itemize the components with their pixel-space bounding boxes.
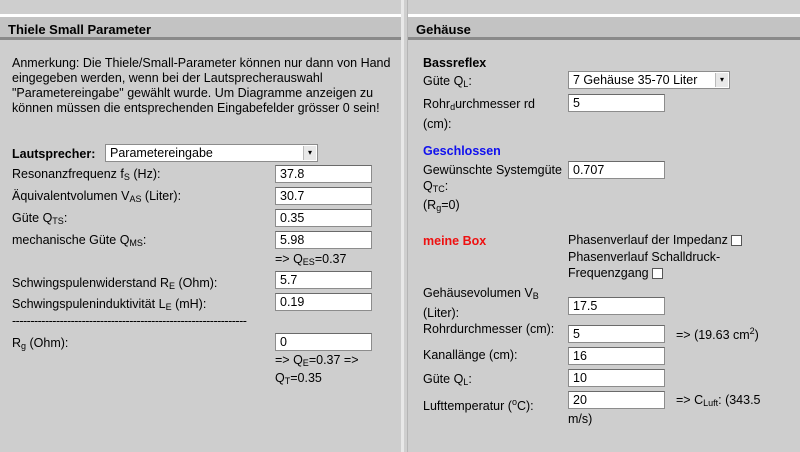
qts-label: Güte $Q_{TS}$:	[12, 211, 68, 226]
qms-label: mechanische Güte $Q_{MS}$:	[12, 233, 147, 248]
rg-input[interactable]: 0	[275, 333, 372, 351]
rd-label: Rohr$_d$urchmesser rd (cm):	[423, 97, 535, 131]
kanal-input[interactable]: 16	[568, 347, 665, 365]
temp-result-1: => $C_{Luft}$: (343.5	[676, 393, 761, 408]
ql-select[interactable]	[568, 71, 730, 89]
vb-input[interactable]: 17.5	[568, 297, 665, 315]
vas-label: Äquivalentvolumen $V_{AS}$ (Liter):	[12, 189, 182, 204]
gehaeuse-header: Gehäuse	[408, 14, 800, 40]
phase-impedance-label: Phasenverlauf der Impedanz	[568, 233, 728, 247]
bassreflex-heading: Bassreflex	[423, 56, 487, 70]
geschlossen-heading: Geschlossen	[423, 144, 501, 158]
re-label: Schwingspulenwiderstand $R_E$ (Ohm):	[12, 276, 218, 291]
temp-label: Lufttemperatur ($^o$C):	[423, 397, 534, 413]
guete-input[interactable]: 10	[568, 369, 665, 387]
divider-line: ----------------------------------------------------------------	[12, 314, 247, 328]
rohr-input[interactable]: 5	[568, 325, 665, 343]
rg-result-1: => $Q_E=0.37$ =>	[275, 353, 359, 368]
le-input[interactable]: 0.19	[275, 293, 372, 311]
ql-label: Güte $Q_L$:	[423, 74, 472, 89]
meinebox-heading: meine Box	[423, 234, 487, 248]
rohr-result: => (19.63 $cm^2$)	[676, 326, 759, 342]
speaker-select[interactable]	[105, 144, 318, 162]
temp-result-2: m/s)	[568, 412, 593, 426]
vas-input[interactable]: 30.7	[275, 187, 372, 205]
rohr-label: Rohrdurchmesser (cm):	[423, 322, 555, 336]
qtc-input[interactable]: 0.707	[568, 161, 665, 179]
thiele-small-header: Thiele Small Parameter	[0, 14, 401, 40]
qtc-label: Gewünschte Systemgüte $Q_{TC}$:	[423, 163, 562, 194]
vb-label: Gehäusevolumen $V_B$ (Liter):	[423, 286, 539, 320]
re-input[interactable]: 5.7	[275, 271, 372, 289]
gehaeuse-panel	[407, 0, 800, 452]
qms-input[interactable]: 5.98	[275, 231, 372, 249]
speaker-select-value: Parametereingabe	[110, 146, 213, 160]
qts-input[interactable]: 0.35	[275, 209, 372, 227]
rd-input[interactable]: 5	[568, 94, 665, 112]
temp-input[interactable]: 20	[568, 391, 665, 409]
phase-spl-checkbox[interactable]	[652, 268, 663, 279]
ql-select-value: 7 Gehäuse 35-70 Liter	[573, 73, 698, 87]
rg-note: $(R_g=0)$	[423, 198, 460, 213]
note-text: Anmerkung: Die Thiele/Small-Parameter können nur dann von Hand eingegeben werden, wenn bei der Lautsprecherauswahl "Parametereingabe" gewählt wurde. Um Diagramme anzeigen zu können müssen die entsprechenden Eingabefelder grösser 0 sein!	[12, 56, 391, 115]
phase-impedance-option[interactable]	[568, 233, 742, 247]
le-label: Schwingspuleninduktivität $L_E$ (mH):	[12, 297, 207, 312]
phase-impedance-checkbox[interactable]	[731, 235, 742, 246]
kanal-label: Kanallänge (cm):	[423, 348, 518, 362]
phase-spl-label: Phasenverlauf Schalldruck-Frequenzgang	[568, 250, 721, 280]
rg-result-2: $Q_T=0.35$	[275, 371, 322, 386]
rg-label: $R_g$ (Ohm):	[12, 336, 69, 351]
qes-result: => $Q_{ES}=0.37$	[275, 252, 347, 267]
fs-label: Resonanzfrequenz $f_S$ (Hz):	[12, 167, 161, 182]
chevron-down-icon: ▾	[303, 146, 316, 160]
fs-input[interactable]: 37.8	[275, 165, 372, 183]
speaker-label: Lautsprecher:	[12, 147, 96, 161]
guete-label: Güte $Q_L$:	[423, 372, 472, 387]
phase-spl-option[interactable]	[568, 249, 738, 281]
chevron-down-icon: ▾	[715, 73, 728, 87]
